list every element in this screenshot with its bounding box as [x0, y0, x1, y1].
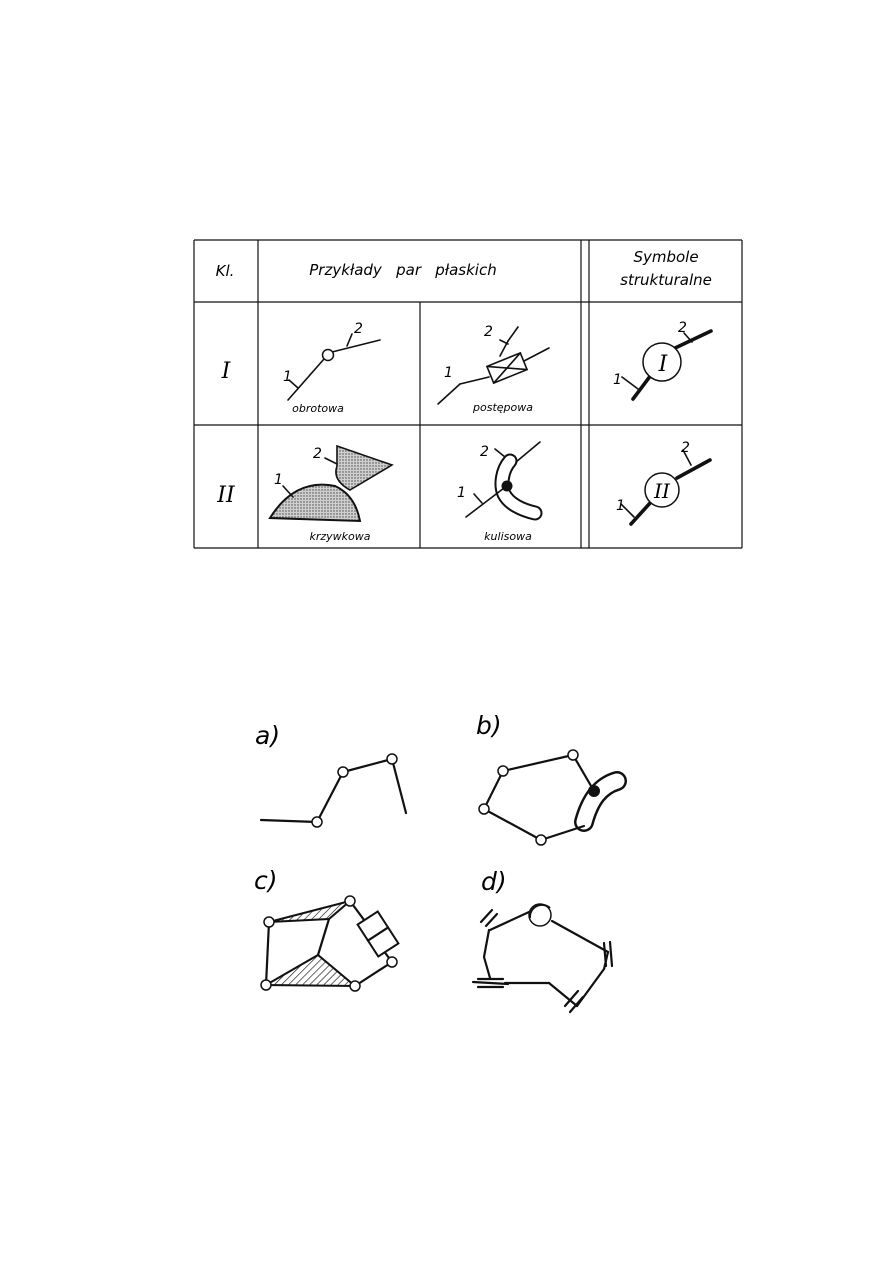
cam-pair-sketch — [270, 446, 392, 521]
cam-label-2: 2 — [313, 446, 322, 462]
figure-d-label: d) — [481, 867, 507, 896]
row-class-I: I — [221, 359, 231, 384]
cam-label-1: 1 — [274, 472, 283, 488]
prismatic-pair-sketch — [438, 327, 549, 404]
header-symbols-line2: strukturalne — [620, 271, 712, 289]
figure-b-label: b) — [476, 711, 502, 740]
row-class-II: II — [217, 483, 235, 508]
caption-postepowa: postępowa — [473, 401, 533, 414]
header-examples: Przykłady par płaskich — [309, 261, 497, 279]
symbol-II-text: II — [654, 479, 670, 503]
revolute-pair-sketch — [288, 334, 380, 400]
slotted-label-2: 2 — [480, 444, 489, 460]
header-class: Kl. — [215, 262, 235, 280]
revolute-label-2: 2 — [354, 321, 363, 337]
symbol-II-label-2: 2 — [681, 440, 690, 456]
slotted-pair-sketch — [466, 442, 540, 517]
symbol-I-label-2: 2 — [678, 320, 687, 336]
figure-a-label: a) — [255, 721, 281, 750]
symbol-I-label-1: 1 — [613, 372, 622, 388]
figure-c-label: c) — [254, 866, 278, 895]
symbol-I-text: I — [658, 352, 668, 377]
figure-b — [476, 711, 617, 845]
symbol-II-label-1: 1 — [616, 498, 625, 514]
prismatic-label-1: 1 — [444, 365, 453, 381]
caption-krzywkowa: krzywkowa — [309, 530, 371, 543]
header-symbols-line1: Symbole — [633, 248, 699, 266]
figure-d — [473, 867, 612, 1012]
figure-a — [255, 721, 406, 827]
prismatic-label-2: 2 — [484, 324, 493, 340]
caption-obrotowa: obrotowa — [292, 402, 344, 415]
kinematic-pairs-table — [194, 240, 742, 548]
figure-c — [254, 866, 398, 991]
caption-kulisowa: kulisowa — [484, 530, 532, 543]
slotted-label-1: 1 — [457, 485, 466, 501]
revolute-label-1: 1 — [283, 369, 292, 385]
